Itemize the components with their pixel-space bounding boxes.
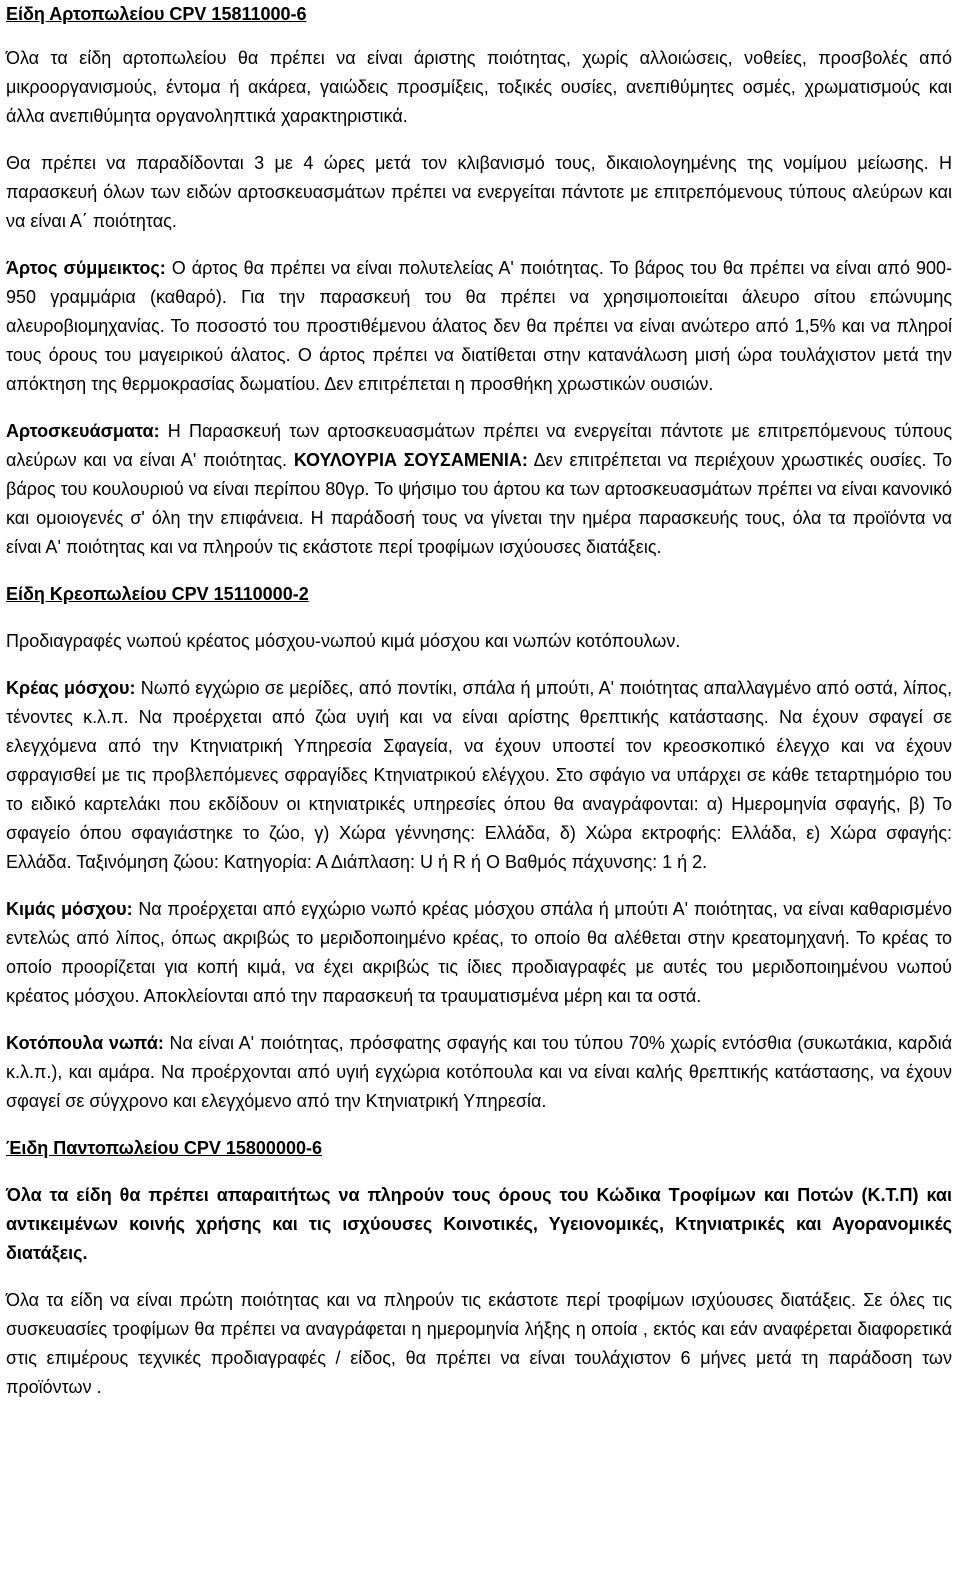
bakery-paragraph-bread bbox=[6, 254, 952, 399]
sesame-rings-text: Δεν επιτρέπεται να περιέχουν χρωστικές ουσίες. Το βάρος του κουλουριού να είναι περίπου 80γρ. Το ψήσιμο του άρτου κα των αρτοσκευασμάτων πρέπει να είναι κανονικό και ομοιογενές σ' όλη την επιφάνεια. Η παράδοσή τους να γίνεται την ημέρα παρασκευής τους, όλα τα προϊόντα να είναι Α' ποιότητας και να πληρούν τις εκάστοτε περί τροφίμων ισχύουσες διατάξεις. bbox=[6, 450, 953, 557]
grocery-section-title: Έιδη Παντοπωλείου CPV 15800000-6 bbox=[6, 1138, 322, 1158]
butcher-paragraph-chicken bbox=[6, 1029, 952, 1116]
bakery-section-title: Είδη Αρτοπωλείου CPV 15811000-6 bbox=[6, 4, 307, 24]
butcher-paragraph-minced bbox=[6, 895, 952, 1011]
minced-beef-text: Να προέρχεται από εγχώριο νωπό κρέας μόσχου σπάλα ή μπούτι Α' ποιότητας, να είναι καθαρισμένο εντελώς από λίπος, όπως ακριβώς το μεριδοποιημένο κρέας, το οποίο θα αλέθεται στην κρεατομηχανή. Το κρέας το οποίο προορίζεται για κοπή κιμά, να έχει ακριβώς τις ίδιες προδιαγραφές με αυτές του μεριδοποιημένου νωπού κρέατος μόσχου. Αποκλείονται από την παρασκευή τα τραυματισμένα μέρη και τα οστά. bbox=[6, 899, 952, 1006]
grocery-paragraph-expiry: Όλα τα είδη να είναι πρώτη ποιότητας και να πληρούν τις εκάστοτε περί τροφίμων ισχύουσες διατάξεις. Σε όλες τις συσκευασίες τροφίμων θα πρέπει να αναγράφεται η ημερομηνία λήξης η οποία , εκτός και εάν αναφέρεται διαφορετικά στις επιμέρους τεχνικές προδιαγραφές / είδος, θα πρέπει να είναι τουλάχιστον 6 μήνες μετά τη παράδοση των προϊόντων . bbox=[6, 1290, 952, 1397]
beef-text: Νωπό εγχώριο σε μερίδες, από ποντίκι, σπάλα ή μπούτι, Α' ποιότητας απαλλαγμένο από οστά, λίπος, τένοντες κ.λ.π. Να προέρχεται από ζώα υγιή και να είναι αρίστης θρεπτικής κατάστασης. Να έχουν σφαγεί σε ελεγχόμενα από την Κτηνιατρική Υπηρεσία Σφαγεία, να έχουν υποστεί τον κρεοσκοπικό έλεγχο και να έχουν σφραγισθεί με τις προβλεπόμενες σφραγίδες Κτηνιατρικού ελέγχου. Στο σφάγιο να υπάρχει σε κάθε τεταρτημόριο του το ειδικό καρτελάκι που εκδίδουν οι κτηνιατρικές υπηρεσίες όπου θα αναγράφονται: α) Ημερομηνία σφαγής, β) Το σφαγείο όπου σφαγιάστηκε το ζώο, γ) Χώρα γέννησης: Ελλάδα, δ) Χώρα εκτροφής: Ελλάδα, ε) Χώρα σφαγής: Ελλάδα. Ταξινόμηση ζώου: Κατηγορία: Α Διάπλαση: U ή R ή O Βαθμός πάχυνσης: 1 ή 2. bbox=[6, 678, 952, 872]
bread-text: Ο άρτος θα πρέπει να είναι πολυτελείας Α' ποιότητας. Το βάρος του θα πρέπει να είναι από 900-950 γραμμάρια (καθαρό). Για την παρασκευή του θα πρέπει να χρησιμοποιείται άλευρο σίτου επώνυμης αλευροβιομηχανίας. Το ποσοστό του προστιθέμενου άλατος δεν θα πρέπει να είναι ανώτερο από 1,5% και να πληροί τους όρους του μαγειρικού άλατος. Ο άρτος πρέπει να διατίθεται στην κατανάλωση μισή ώρα τουλάχιστον μετά την απόκτηση της θερμοκρασίας δωματίου. Δεν επιτρέπεται η προσθήκη χρωστικών ουσιών. bbox=[6, 258, 952, 394]
chicken-text: Να είναι Α' ποιότητας, πρόσφατης σφαγής και του τύπου 70% χωρίς εντόσθια (συκωτάκια, καρδιά κ.λ.π.), και αμάρα. Να προέρχονται από υγιή εγχώρια κοτόπουλα και να είναι καλής θρεπτικής κατάστασης, να έχουν σφαγεί σε σύγχρονο και ελεγχόμενο από την Κτηνιατρική Υπηρεσία. bbox=[6, 1033, 952, 1111]
pastries-text: Η Παρασκευή των αρτοσκευασμάτων πρέπει να ενεργείται πάντοτε με επιτρεπόμενους τύπους αλεύρων και να είναι Α' ποιότητας. bbox=[6, 421, 952, 470]
butcher-paragraph-beef bbox=[6, 674, 952, 877]
pastries-label: Αρτοσκευάσματα: bbox=[6, 421, 160, 441]
bread-label: Άρτος σύμμεικτος: bbox=[6, 258, 166, 278]
beef-label: Κρέας μόσχου: bbox=[6, 678, 136, 698]
grocery-paragraph-requirements: Όλα τα είδη θα πρέπει απαραιτήτως να πληρούν τους όρους του Κώδικα Τροφίμων και Ποτών (Κ.Τ.Π) και αντικειμένων κοινής χρήσης και τις ισχύουσες Κοινοτικές, Υγειονομικές, Κτηνιατρικές και Αγορανομικές διατάξεις. bbox=[6, 1185, 952, 1263]
butcher-section-title: Είδη Κρεοπωλείου CPV 15110000-2 bbox=[6, 584, 309, 604]
sesame-rings-label: ΚΟΥΛΟΥΡΙΑ ΣΟΥΣΑΜΕΝΙΑ: bbox=[293, 450, 528, 470]
bakery-paragraph-delivery: Θα πρέπει να παραδίδονται 3 με 4 ώρες μετά τον κλιβανισμό τους, δικαιολογημένης της νομίμου μείωσης. Η παρασκευή όλων των ειδών αρτοσκευασμάτων πρέπει να ενεργείται πάντοτε με επιτρεπόμενους τύπους αλεύρων και να είναι Α΄ ποιότητας. bbox=[6, 153, 952, 231]
bakery-paragraph-pastries bbox=[6, 417, 952, 562]
chicken-label: Κοτόπουλα νωπά: bbox=[6, 1033, 164, 1053]
butcher-paragraph-specs: Προδιαγραφές νωπού κρέατος μόσχου-νωπού κιμά μόσχου και νωπών κοτόπουλων. bbox=[6, 631, 681, 651]
minced-beef-label: Κιμάς μόσχου: bbox=[6, 899, 133, 919]
bakery-paragraph-quality: Όλα τα είδη αρτοπωλείου θα πρέπει να είναι άριστης ποιότητας, χωρίς αλλοιώσεις, νοθείες, προσβολές από μικροοργανισμούς, έντομα ή ακάρεα, γαιώδεις προσμίξεις, τοξικές ουσίες, ανεπιθύμητες οσμές, χρωματισμούς και άλλα ανεπιθύμητα οργανοληπτικά χαρακτηριστικά. bbox=[6, 48, 952, 126]
